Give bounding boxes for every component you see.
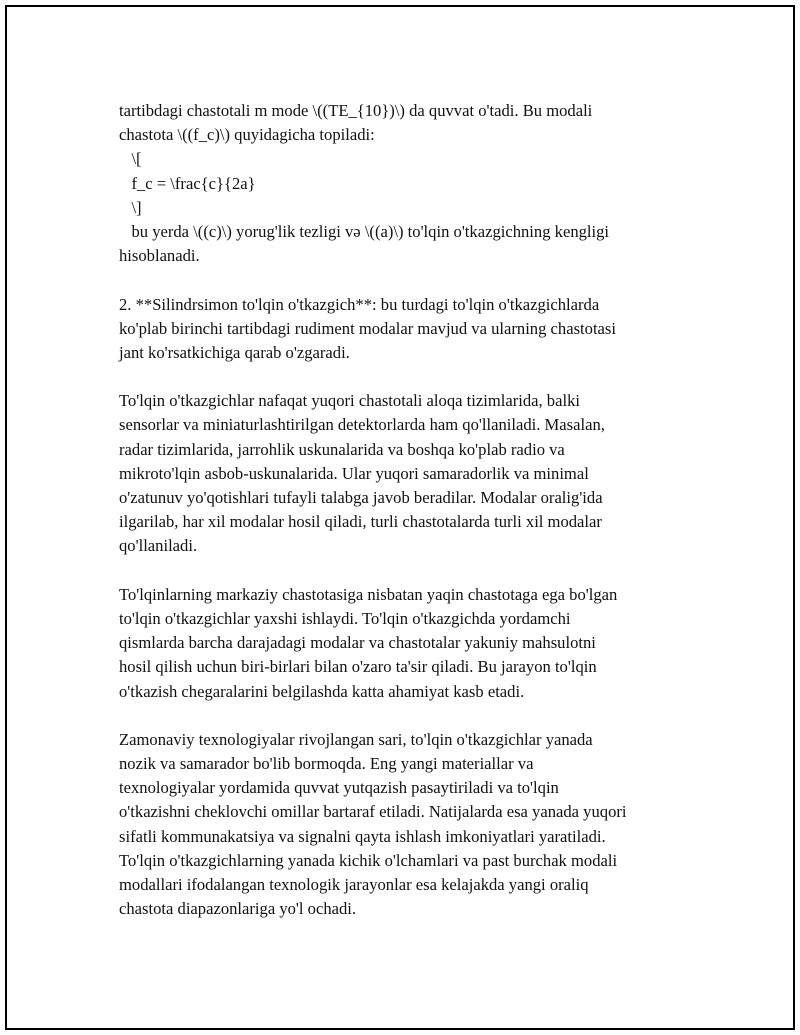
text-line: o'zatunuv yo'qotishlari tufayli talabga javob beradilar. Modalar oralig'ida (119, 488, 603, 507)
text-line: jant ko'rsatkichiga qarab o'zgaradi. (119, 342, 350, 362)
text-line: o'tkazish chegaralarini belgilashda katta ahamiyat kasb etadi. (119, 681, 525, 701)
text-line: hisoblanadi. (119, 246, 200, 266)
text-line: tartibdagi chastotali m mode \((TE_{10})\) da quvvat o'tadi. Bu modali (119, 101, 593, 120)
paragraph-central-frequency (119, 583, 699, 704)
paragraph-applications (119, 389, 699, 558)
formula-open: \[ (119, 149, 142, 169)
paragraph-formula-continuation (119, 99, 699, 268)
formula-close: \] (119, 197, 142, 217)
text-line: qo'llaniladi. (119, 536, 198, 556)
text-line: o'tkazishni cheklovchi omillar bartaraf etiladi. Natijalarda esa yanada yuqori (119, 802, 627, 822)
paragraph-modern-technologies (119, 728, 699, 922)
paragraph-spacer (119, 365, 699, 389)
text-line: To'lqin o'tkazgichlar nafaqat yuqori chastotali aloqa tizimlarida, balki (119, 391, 580, 411)
document-body (119, 99, 699, 921)
paragraph-spacer (119, 268, 699, 292)
text-line: nozik va samarador bo'lib bormoqda. Eng yangi materiallar va (119, 754, 534, 774)
text-line: To'lqin o'tkazgichlarning yanada kichik o'lchamlari va past burchak modali (119, 850, 618, 870)
paragraph-spacer (119, 704, 699, 728)
text-line: sensorlar va miniaturlashtirilgan detektorlarda ham qo'llaniladi. Masalan, (119, 415, 605, 435)
text-line: chastota \((f_c)\) quyidagicha topiladi: (119, 125, 375, 145)
text-line: bu yerda \((c)\) yorug'lik tezligi və \((a)\) to'lqin o'tkazgichning kengligi (119, 221, 610, 241)
paragraph-cylindrical-waveguide (119, 293, 699, 366)
text-line: radar tizimlarida, jarrohlik uskunalarida va boshqa ko'plab radio va (119, 439, 565, 459)
text-line: ko'plab birinchi tartibdagi rudiment modalar mavjud va ularning chastotasi (119, 318, 616, 338)
text-line: chastota diapazonlariga yo'l ochadi. (119, 899, 357, 919)
formula-expression: f_c = \frac{c}{2a} (119, 173, 256, 193)
text-line: modallari ifodalangan texnologik jarayonlar esa kelajakda yangi oraliq (119, 875, 589, 894)
text-line: Zamonaviy texnologiyalar rivojlangan sari, to'lqin o'tkazgichlar yanada (119, 729, 593, 749)
text-line: To'lqinlarning markaziy chastotasiga nisbatan yaqin chastotaga ega bo'lgan (119, 584, 618, 604)
text-line: to'lqin o'tkazgichlar yaxshi ishlaydi. To'lqin o'tkazgichda yordamchi (119, 608, 571, 628)
text-line: 2. **Silindrsimon to'lqin o'tkazgich**: bu turdagi to'lqin o'tkazgichlarda (119, 294, 600, 314)
page-frame (5, 5, 795, 1030)
text-line: qismlarda barcha darajadagi modalar va chastotalar yakuniy mahsulotni (119, 633, 596, 653)
text-line: hosil qilish uchun biri-birlari bilan o'zaro ta'sir qiladi. Bu jarayon to'lqin (119, 657, 597, 677)
text-line: mikroto'lqin asbob-uskunalarida. Ular yuqori samaradorlik va minimal (119, 463, 589, 483)
text-line: ilgarilab, har xil modalar hosil qiladi, turli chastotalarda turli xil modalar (119, 512, 602, 532)
text-line: sifatli kommunakatsiya va signalni qayta ishlash imkoniyatlari yaratiladi. (119, 826, 606, 846)
paragraph-spacer (119, 559, 699, 583)
text-line: texnologiyalar yordamida quvvat yutqazish pasaytiriladi va to'lqin (119, 778, 559, 798)
